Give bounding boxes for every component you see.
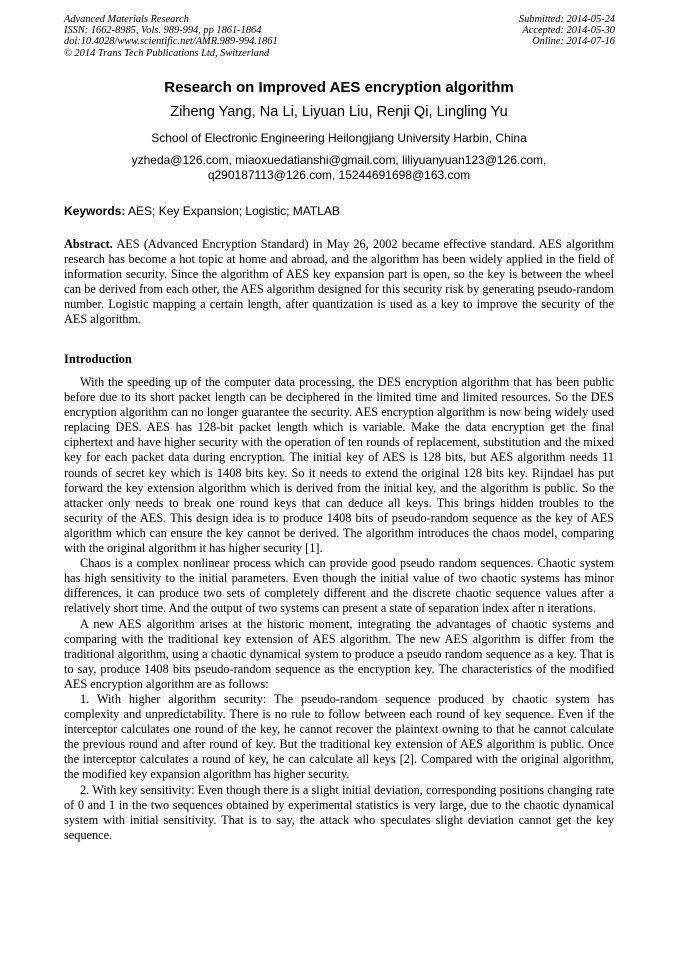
keywords-label: Keywords: (64, 204, 126, 218)
abstract-label: Abstract. (64, 237, 113, 251)
keywords (64, 204, 340, 218)
emails-line-2: q290187113@126.com, 15244691698@163.com (207, 168, 471, 182)
issn-line: ISSN: 1662-8985, Vols. 989-994, pp 1861-1864 (64, 25, 262, 37)
journal-header-left (64, 14, 278, 59)
intro-paragraph: Chaos is a complex nonlinear process which can provide good pseudo random sequences. Chaotic system has high sensitivity to the initial parameters. Even though the initial value of two chaotic systems has minor differences, it can produce two sets of completely different and the discrete chaotic sequence values after a relatively short time. And the output of two systems can present a state of separation index after n iterations. (64, 556, 614, 616)
accepted-date: Accepted: 2014-05-30 (522, 25, 615, 37)
submitted-date: Submitted: 2014-05-24 (518, 14, 615, 25)
journal-header-right (519, 14, 615, 48)
intro-paragraph: With the speeding up of the computer data processing, the DES encryption algorithm that has been public before due to its short packet length can be deciphered in the limited time and limited resources. So the DES encryption algorithm can no longer guarantee the security. AES encryption algorithm is now being widely used replacing DES. AES has 128-bit packet length which is variable. Make the data encryption get the final ciphertext and have higher security with the operation of ten rounds of replacement, substitution and the mixed key for each packet data during encryption. The initial key of AES is 128 bits, but AES algorithm needs 11 rounds of secret key which is 1408 bits key. So it needs to extend the original 128 bits key. Rijndael has put forward the key extension algorithm which is derived from the initial key, and the algorithm is public. So the attacker only needs to break one round keys that can deduce all keys. This brings hidden troubles to the security of the AES. This design idea is to produce 1408 bits of pseudo-random sequence as the key of AES algorithm which can ensure the key cannot be derived. The algorithm introduces the chaos model, comparing with the original algorithm it has higher security [1]. (64, 375, 614, 556)
abstract (64, 237, 614, 328)
doi-line: doi:10.4028/www.scientific.net/AMR.989-994.1861 (64, 36, 278, 48)
copyright-line: © 2014 Trans Tech Publications Ltd, Switzerland (64, 47, 270, 59)
online-date: Online: 2014-07-16 (532, 36, 615, 48)
affiliation: School of Electronic Engineering Heilongjiang University Harbin, China (151, 131, 527, 145)
author-emails (0, 153, 678, 183)
introduction-body (64, 375, 614, 843)
emails-line-1: yzheda@126.com, miaoxuedatianshi@gmail.com, liliyuanyuan123@126.com, (131, 153, 547, 167)
intro-paragraph: 2. With key sensitivity: Even though there is a slight initial deviation, corresponding positions changing rate of 0 and 1 in the two sequences obtained by experimental statistics is very large, due to the chaotic dynamical system with initial sensitivity. That is to say, the attack who speculates slight deviation cannot get the key sequence. (64, 782, 614, 842)
journal-name: Advanced Materials Research (64, 14, 189, 25)
section-heading-introduction: Introduction (64, 352, 132, 366)
intro-paragraph: 1. With higher algorithm security: The pseudo-random sequence produced by chaotic system has complexity and unpredictability. There is no rule to follow between each round of key sequence. Even if the interceptor calculates one round of the key, he cannot recover the plaintext owning to that he cannot calculate the previous round and after round of key. But the traditional key extension of AES algorithm is public. Once the interceptor calculates a round of key, he can calculate all keys [2]. Compared with the original algorithm, the modified key expansion algorithm has higher security. (64, 691, 614, 782)
intro-paragraph: A new AES algorithm arises at the historic moment, integrating the advantages of chaotic systems and comparing with the traditional key extension of AES algorithm. The new AES algorithm is differ from the traditional algorithm, using a chaotic dynamical system to produce a pseudo random sequence as a key. That is to say, produce 1408 bits pseudo-random sequence as the encryption key. The characteristics of the modified AES encryption algorithm are as follows: (64, 616, 614, 691)
keywords-text: AES; Key Expansion; Logistic; MATLAB (128, 204, 340, 218)
author-list: Ziheng Yang, Na Li, Liyuan Liu, Renji Qi, Lingling Yu (170, 104, 508, 120)
paper-title: Research on Improved AES encryption algorithm (164, 79, 514, 96)
abstract-text: AES (Advanced Encryption Standard) in May 26, 2002 became effective standard. AES algorithm research has become a hot topic at home and abroad, and the algorithm has been widely applied in the field of information security. Since the algorithm of AES key expansion part is open, so the key is between the wheel can be derived from each other, the AES algorithm designed for this security risk by generating pseudo-random number. Logistic mapping a certain length, after quantization is used as a key to improve the security of the AES algorithm. (64, 237, 614, 327)
